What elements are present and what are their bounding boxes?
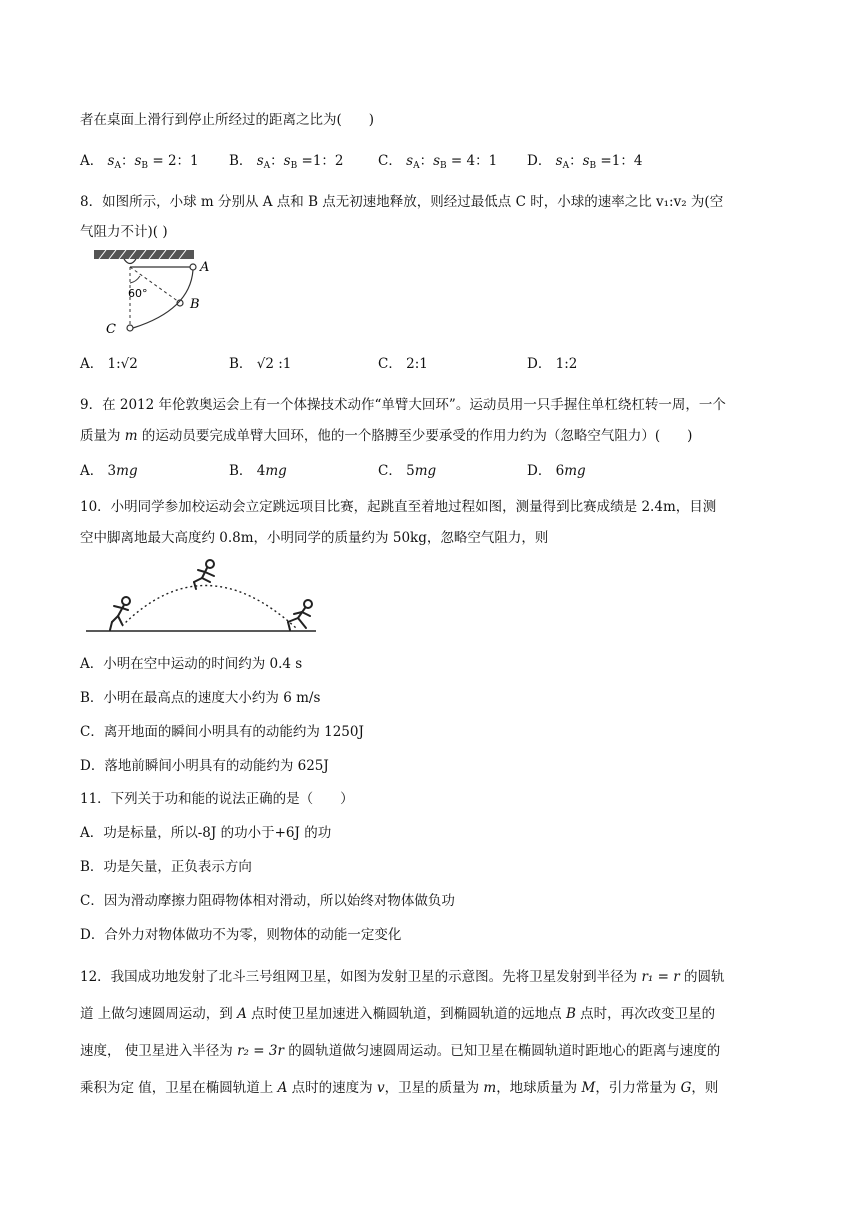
q7-option-b[interactable]: B． $s_A$：$s_B =1$：2: [229, 153, 344, 171]
q7-stem-tail: 者在桌面上滑行到停止所经过的距离之比为( ): [80, 112, 375, 128]
q11-option-b[interactable]: B．功是矢量，正负表示方向: [80, 859, 252, 875]
q9-option-b[interactable]: B． 4mg: [229, 463, 287, 479]
q11-option-d[interactable]: D．合外力对物体做功不为零，则物体的动能一定变化: [80, 927, 402, 943]
q10-stem-line2: 空中脚离地最大高度约 0.8m，小明同学的质量约为 50kg，忽略空气阻力，则: [80, 530, 549, 546]
q8-option-c[interactable]: C． 2:1: [378, 356, 428, 372]
q9-option-d[interactable]: D． 6mg: [527, 463, 586, 479]
label-b: B: [190, 297, 200, 312]
q7-option-d[interactable]: D． $s_A$：$s_B =1$：4: [527, 153, 643, 171]
q12-stem-line3: 速度， 使卫星进入半径为 r₂ = 3r 的圆轨道做匀速圆周运动。已知卫星在椭圆轨道时距地心的距离与速度的: [80, 1043, 721, 1059]
q8-option-d[interactable]: D． 1:2: [527, 356, 578, 372]
q12-stem-line4: 乘积为定 值，卫星在椭圆轨道上 A 点时的速度为 v，卫星的质量为 m，地球质量为 M，引力常量为 G，则: [80, 1080, 719, 1096]
q9-stem-line1: 9．在 2012 年伦敦奥运会上有一个体操技术动作“单臂大回环”。运动员用一只手握住单杠绕杠转一周，一个: [80, 397, 726, 413]
q7-option-c[interactable]: C． $s_A$：$s_B = 4$：1: [378, 153, 498, 171]
q8-pendulum-figure: [94, 250, 224, 336]
q8-option-a[interactable]: A． 1:√2: [80, 356, 138, 372]
q8-stem-line2: 气阻力不计)( ): [80, 224, 168, 240]
q7-option-a[interactable]: A． $s_A$：$s_B = 2$：1: [80, 153, 199, 171]
q10-option-a[interactable]: A．小明在空中运动的时间约为 0.4 s: [80, 656, 303, 672]
q10-stem-line1: 10．小明同学参加校运动会立定跳远项目比赛，起跳直至着地过程如图，测量得到比赛成绩是 2.4m，目测: [80, 499, 717, 515]
q8-stem-line1: 8．如图所示，小球 m 分别从 A 点和 B 点无初速地释放，则经过最低点 C 时，小球的速率之比 v₁:v₂ 为(空: [80, 194, 724, 210]
label-a: A: [200, 260, 210, 275]
q9-option-a[interactable]: A． 3mg: [80, 463, 138, 479]
q10-option-c[interactable]: C．离开地面的瞬间小明具有的动能约为 1250J: [80, 724, 364, 740]
q10-long-jump-figure: [84, 556, 320, 636]
label-c: C: [106, 322, 116, 336]
q10-option-d[interactable]: D．落地前瞬间小明具有的动能约为 625J: [80, 758, 329, 774]
q12-stem-line1: 12．我国成功地发射了北斗三号组网卫星，如图为发射卫星的示意图。先将卫星发射到半径为 r₁ = r 的圆轨: [80, 969, 725, 985]
q8-option-b[interactable]: B． √2 :1: [229, 356, 292, 372]
q9-stem-line2: 质量为 m 的运动员要完成单臂大回环，他的一个胳膊至少要承受的作用力约为（忽略空气阻力）( ): [80, 428, 693, 444]
q10-option-b[interactable]: B．小明在最高点的速度大小约为 6 m/s: [80, 690, 321, 706]
q11-option-a[interactable]: A．功是标量，所以-8J 的功小于+6J 的功: [80, 825, 332, 841]
q11-option-c[interactable]: C．因为滑动摩擦力阻碍物体相对滑动，所以始终对物体做负功: [80, 893, 455, 909]
q11-stem: 11．下列关于功和能的说法正确的是（ ）: [80, 791, 354, 807]
q9-option-c[interactable]: C． 5mg: [378, 463, 437, 479]
label-angle: 60°: [128, 287, 148, 300]
q12-stem-line2: 道 上做匀速圆周运动，到 A 点时使卫星加速进入椭圆轨道，到椭圆轨道的远地点 B 点时，再次改变卫星的: [80, 1006, 716, 1022]
